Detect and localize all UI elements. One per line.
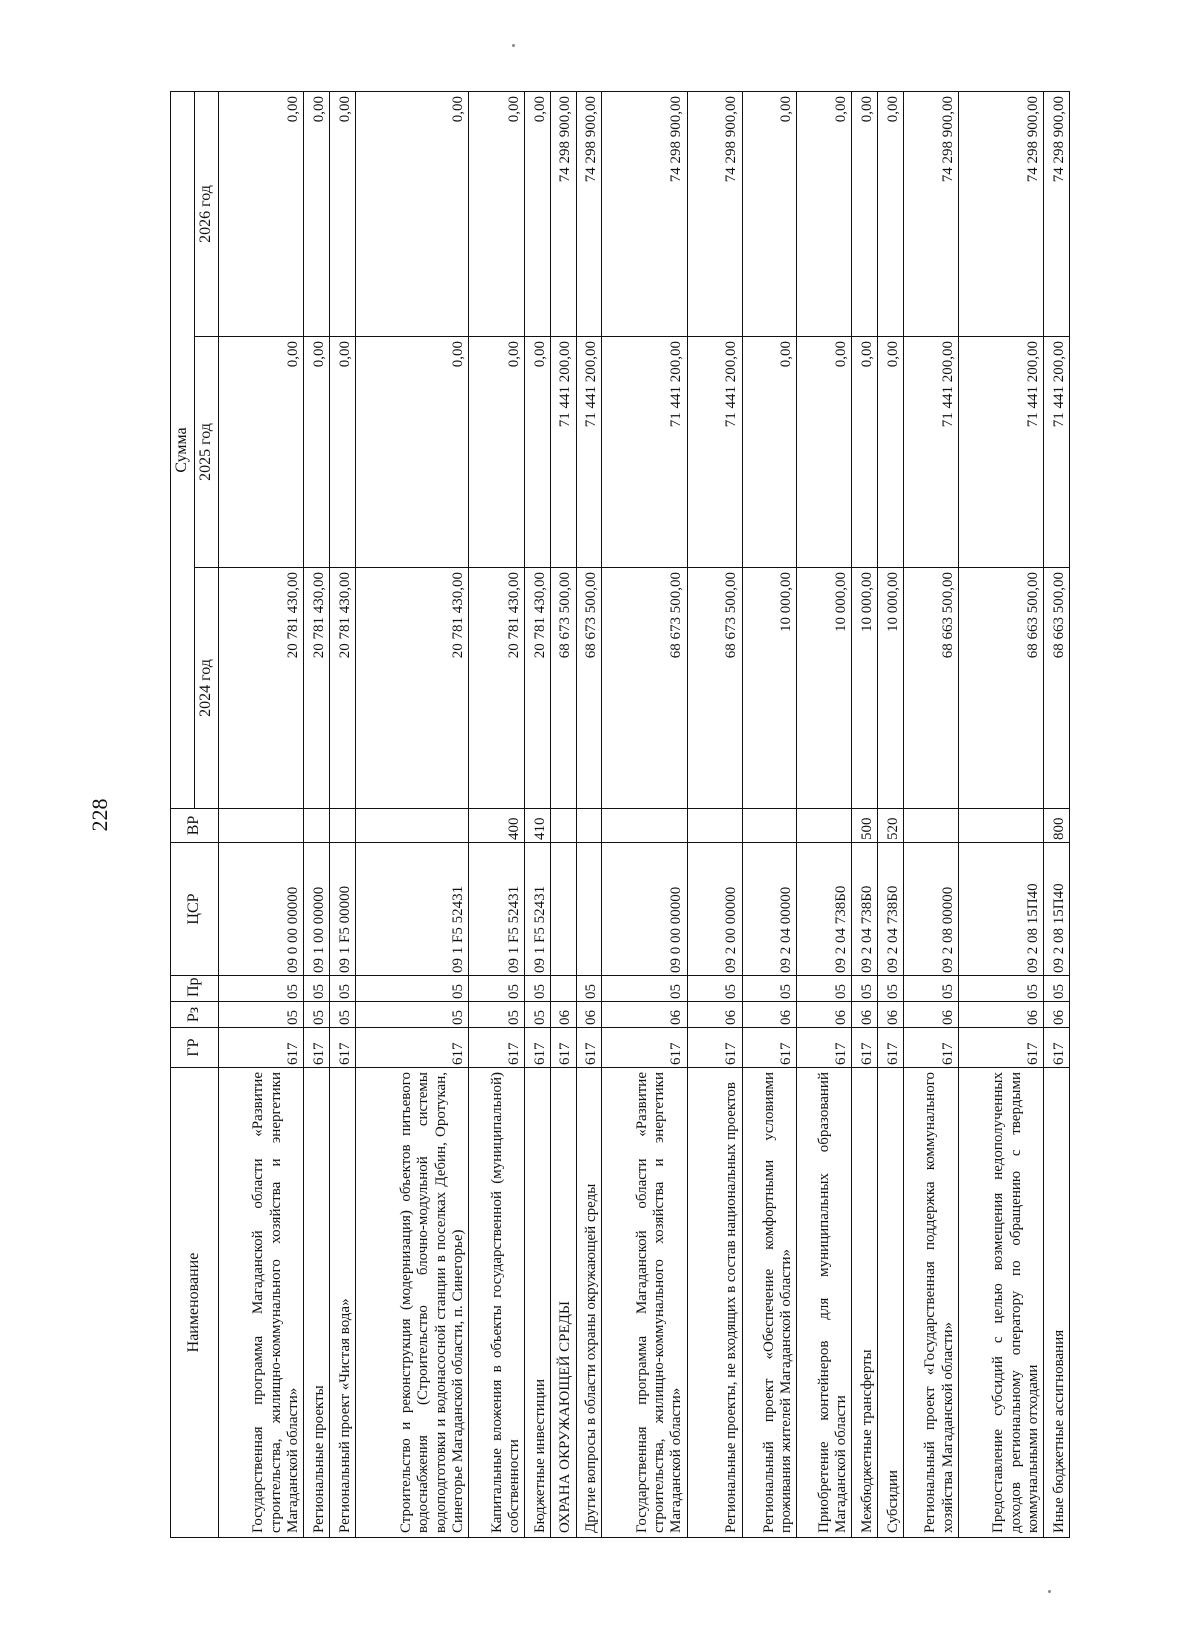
- row-amount-2026: 0,00: [878, 91, 904, 336]
- row-amount-2025: 71 441 200,00: [1044, 337, 1070, 568]
- table-row: [355, 91, 468, 1537]
- table-row: [958, 91, 1043, 1537]
- row-amount-2025: 0,00: [469, 337, 525, 568]
- row-amount-2025: 71 441 200,00: [958, 337, 1043, 568]
- row-rz: 05: [469, 1002, 525, 1028]
- table-row: [304, 91, 330, 1537]
- row-csr: 09 1 00 00000: [304, 843, 330, 976]
- row-rz: 05: [304, 1002, 330, 1028]
- row-gr: 617: [878, 1028, 904, 1068]
- row-vr: [687, 809, 742, 843]
- row-vr: 400: [469, 809, 525, 843]
- row-rz: 05: [329, 1002, 355, 1028]
- row-amount-2025: 0,00: [852, 337, 878, 568]
- row-pr: 05: [469, 976, 525, 1002]
- row-gr: 617: [602, 1028, 687, 1068]
- row-name: Капитальные вложения в объекты государственной (муниципальной) собственности: [469, 1068, 525, 1538]
- row-amount-2026: 0,00: [329, 91, 355, 336]
- row-rz: 05: [219, 1002, 304, 1028]
- col-header-name: Наименование: [171, 1068, 219, 1538]
- table-body: [219, 91, 1070, 1537]
- row-pr: 05: [958, 976, 1043, 1002]
- row-pr: 05: [576, 976, 602, 1002]
- row-gr: 617: [469, 1028, 525, 1068]
- row-name: Региональные проекты: [304, 1068, 330, 1538]
- row-csr: [576, 843, 602, 976]
- table-row: [525, 91, 551, 1537]
- row-pr: [550, 976, 576, 1002]
- row-amount-2024: 20 781 430,00: [525, 568, 551, 809]
- row-amount-2026: 74 298 900,00: [958, 91, 1043, 336]
- row-pr: 05: [878, 976, 904, 1002]
- col-header-vr: ВР: [171, 809, 219, 843]
- row-amount-2024: 20 781 430,00: [304, 568, 330, 809]
- table-row: [602, 91, 687, 1537]
- col-header-rz: Рз: [171, 1002, 219, 1028]
- row-amount-2024: 20 781 430,00: [329, 568, 355, 809]
- row-name: Приобретение контейнеров для муниципальных образований Магаданской области: [797, 1068, 852, 1538]
- row-vr: 410: [525, 809, 551, 843]
- row-csr: 09 2 00 00000: [687, 843, 742, 976]
- row-amount-2025: 71 441 200,00: [576, 337, 602, 568]
- row-csr: 09 2 08 00000: [903, 843, 958, 976]
- row-gr: 617: [219, 1028, 304, 1068]
- row-amount-2024: 20 781 430,00: [219, 568, 304, 809]
- row-gr: 617: [903, 1028, 958, 1068]
- row-gr: 617: [329, 1028, 355, 1068]
- row-gr: 617: [355, 1028, 468, 1068]
- row-pr: 05: [1044, 976, 1070, 1002]
- row-csr: 09 1 F5 52431: [525, 843, 551, 976]
- row-rz: 05: [355, 1002, 468, 1028]
- row-amount-2026: 0,00: [219, 91, 304, 336]
- row-amount-2025: 0,00: [355, 337, 468, 568]
- row-vr: 520: [878, 809, 904, 843]
- row-pr: 05: [329, 976, 355, 1002]
- row-csr: [550, 843, 576, 976]
- row-vr: [602, 809, 687, 843]
- table-row: [852, 91, 878, 1537]
- row-name: Бюджетные инвестиции: [525, 1068, 551, 1538]
- col-header-2024: 2024 год: [195, 568, 219, 809]
- row-vr: [797, 809, 852, 843]
- row-amount-2026: 74 298 900,00: [903, 91, 958, 336]
- row-gr: 617: [304, 1028, 330, 1068]
- row-amount-2025: 0,00: [219, 337, 304, 568]
- row-amount-2024: 10 000,00: [797, 568, 852, 809]
- table-row: [687, 91, 742, 1537]
- row-amount-2026: 74 298 900,00: [1044, 91, 1070, 336]
- row-rz: 06: [742, 1002, 797, 1028]
- row-csr: 09 1 F5 00000: [329, 843, 355, 976]
- row-vr: [329, 809, 355, 843]
- row-vr: [219, 809, 304, 843]
- row-pr: 05: [602, 976, 687, 1002]
- table-row: [742, 91, 797, 1537]
- row-pr: 05: [525, 976, 551, 1002]
- row-amount-2026: 0,00: [525, 91, 551, 336]
- table-row: [576, 91, 602, 1537]
- row-rz: 06: [903, 1002, 958, 1028]
- col-header-sum: Сумма: [171, 91, 195, 808]
- row-name: Государственная программа Магаданской области «Развитие строительства, жилищно-коммунального хозяйства и энергетики Магаданской области»: [219, 1068, 304, 1538]
- row-amount-2024: 10 000,00: [878, 568, 904, 809]
- row-amount-2024: 68 663 500,00: [903, 568, 958, 809]
- row-csr: 09 1 F5 52431: [469, 843, 525, 976]
- row-amount-2024: 68 673 500,00: [576, 568, 602, 809]
- table-row: [903, 91, 958, 1537]
- row-name: Иные бюджетные ассигнования: [1044, 1068, 1070, 1538]
- row-rz: 06: [550, 1002, 576, 1028]
- row-amount-2024: 20 781 430,00: [355, 568, 468, 809]
- row-name: Региональный проект «Чистая вода»: [329, 1068, 355, 1538]
- row-amount-2025: 0,00: [742, 337, 797, 568]
- row-name: Субсидии: [878, 1068, 904, 1538]
- row-amount-2025: 0,00: [878, 337, 904, 568]
- row-amount-2024: 68 673 500,00: [602, 568, 687, 809]
- row-csr: 09 2 04 738Б0: [797, 843, 852, 976]
- row-amount-2026: 0,00: [852, 91, 878, 336]
- row-amount-2026: 74 298 900,00: [602, 91, 687, 336]
- row-rz: 06: [1044, 1002, 1070, 1028]
- row-amount-2026: 74 298 900,00: [687, 91, 742, 336]
- row-amount-2024: 68 663 500,00: [1044, 568, 1070, 809]
- col-header-2026: 2026 год: [195, 91, 219, 336]
- row-rz: 06: [797, 1002, 852, 1028]
- row-vr: [903, 809, 958, 843]
- row-amount-2025: 0,00: [797, 337, 852, 568]
- row-csr: 09 2 04 738Б0: [878, 843, 904, 976]
- row-amount-2025: 0,00: [329, 337, 355, 568]
- row-name: Региональный проект «Государственная поддержка коммунального хозяйства Магаданской области»: [903, 1068, 958, 1538]
- row-pr: 05: [304, 976, 330, 1002]
- row-amount-2025: 71 441 200,00: [602, 337, 687, 568]
- row-gr: 617: [797, 1028, 852, 1068]
- row-rz: 06: [576, 1002, 602, 1028]
- row-pr: 05: [852, 976, 878, 1002]
- row-rz: 06: [878, 1002, 904, 1028]
- table-row: [219, 91, 304, 1537]
- row-amount-2026: 0,00: [742, 91, 797, 336]
- row-gr: 617: [550, 1028, 576, 1068]
- row-csr: 09 2 04 00000: [742, 843, 797, 976]
- row-amount-2026: 0,00: [304, 91, 330, 336]
- row-amount-2026: 74 298 900,00: [550, 91, 576, 336]
- table-row: [550, 91, 576, 1537]
- table-row: [797, 91, 852, 1537]
- page-number: 228: [87, 798, 112, 832]
- row-pr: 05: [355, 976, 468, 1002]
- row-csr: 09 0 00 00000: [219, 843, 304, 976]
- row-name: ОХРАНА ОКРУЖАЮЩЕЙ СРЕДЫ: [550, 1068, 576, 1538]
- col-header-2025: 2025 год: [195, 337, 219, 568]
- row-rz: 06: [958, 1002, 1043, 1028]
- row-csr: 09 1 F5 52431: [355, 843, 468, 976]
- row-vr: [550, 809, 576, 843]
- row-vr: [958, 809, 1043, 843]
- budget-table-container: [170, 92, 1070, 1538]
- row-amount-2025: 0,00: [525, 337, 551, 568]
- row-csr: 09 2 08 15П40: [958, 843, 1043, 976]
- header-row-1: [171, 91, 195, 1537]
- row-csr: 09 0 00 00000: [602, 843, 687, 976]
- row-amount-2025: 71 441 200,00: [687, 337, 742, 568]
- row-rz: 06: [852, 1002, 878, 1028]
- table-row: [329, 91, 355, 1537]
- row-amount-2025: 0,00: [304, 337, 330, 568]
- col-header-csr: ЦСР: [171, 843, 219, 976]
- row-vr: [742, 809, 797, 843]
- row-name: Другие вопросы в области охраны окружающей среды: [576, 1068, 602, 1538]
- row-amount-2025: 71 441 200,00: [903, 337, 958, 568]
- row-name: Предоставление субсидий с целью возмещения недополученных доходов региональному оператору по обращению с твердыми коммунальными отходами: [958, 1068, 1043, 1538]
- row-csr: 09 2 08 15П40: [1044, 843, 1070, 976]
- row-csr: 09 2 04 738Б0: [852, 843, 878, 976]
- row-amount-2024: 10 000,00: [742, 568, 797, 809]
- table-row: [1044, 91, 1070, 1537]
- row-amount-2026: 0,00: [469, 91, 525, 336]
- row-amount-2024: 68 663 500,00: [958, 568, 1043, 809]
- row-amount-2025: 71 441 200,00: [550, 337, 576, 568]
- row-vr: [576, 809, 602, 843]
- row-pr: 05: [903, 976, 958, 1002]
- row-name: Государственная программа Магаданской области «Развитие строительства, жилищно-коммунального хозяйства и энергетики Магаданской области»: [602, 1068, 687, 1538]
- table-row: [469, 91, 525, 1537]
- row-pr: 05: [687, 976, 742, 1002]
- scan-speck: [512, 44, 515, 47]
- row-amount-2026: 0,00: [797, 91, 852, 336]
- row-amount-2026: 74 298 900,00: [576, 91, 602, 336]
- row-gr: 617: [687, 1028, 742, 1068]
- budget-table: [170, 91, 1070, 1538]
- row-pr: 05: [742, 976, 797, 1002]
- row-vr: 500: [852, 809, 878, 843]
- row-gr: 617: [1044, 1028, 1070, 1068]
- row-amount-2024: 68 673 500,00: [550, 568, 576, 809]
- row-amount-2024: 68 673 500,00: [687, 568, 742, 809]
- row-amount-2024: 20 781 430,00: [469, 568, 525, 809]
- row-pr: 05: [219, 976, 304, 1002]
- row-name: Региональный проект «Обеспечение комфортными условиями проживания жителей Магаданской области»: [742, 1068, 797, 1538]
- col-header-pr: Пр: [171, 976, 219, 1002]
- table-row: [878, 91, 904, 1537]
- row-name: Строительство и реконструкция (модернизация) объектов питьевого водоснабжения (Строительство блочно-модульной системы водоподготовки и водонасосной станции в поселках Дебин, Оротукан, Синегорье Магаданской области, п. Синегорье): [355, 1068, 468, 1538]
- row-gr: 617: [742, 1028, 797, 1068]
- row-amount-2026: 0,00: [355, 91, 468, 336]
- row-rz: 05: [525, 1002, 551, 1028]
- row-amount-2024: 10 000,00: [852, 568, 878, 809]
- row-gr: 617: [852, 1028, 878, 1068]
- row-name: Региональные проекты, не входящих в состав национальных проектов: [687, 1068, 742, 1538]
- row-rz: 06: [687, 1002, 742, 1028]
- row-pr: 05: [797, 976, 852, 1002]
- row-gr: 617: [958, 1028, 1043, 1068]
- row-gr: 617: [525, 1028, 551, 1068]
- row-rz: 06: [602, 1002, 687, 1028]
- scan-speck: [1048, 1590, 1051, 1593]
- row-vr: 800: [1044, 809, 1070, 843]
- row-gr: 617: [576, 1028, 602, 1068]
- col-header-gr: ГР: [171, 1028, 219, 1068]
- row-vr: [355, 809, 468, 843]
- row-name: Межбюджетные трансферты: [852, 1068, 878, 1538]
- row-vr: [304, 809, 330, 843]
